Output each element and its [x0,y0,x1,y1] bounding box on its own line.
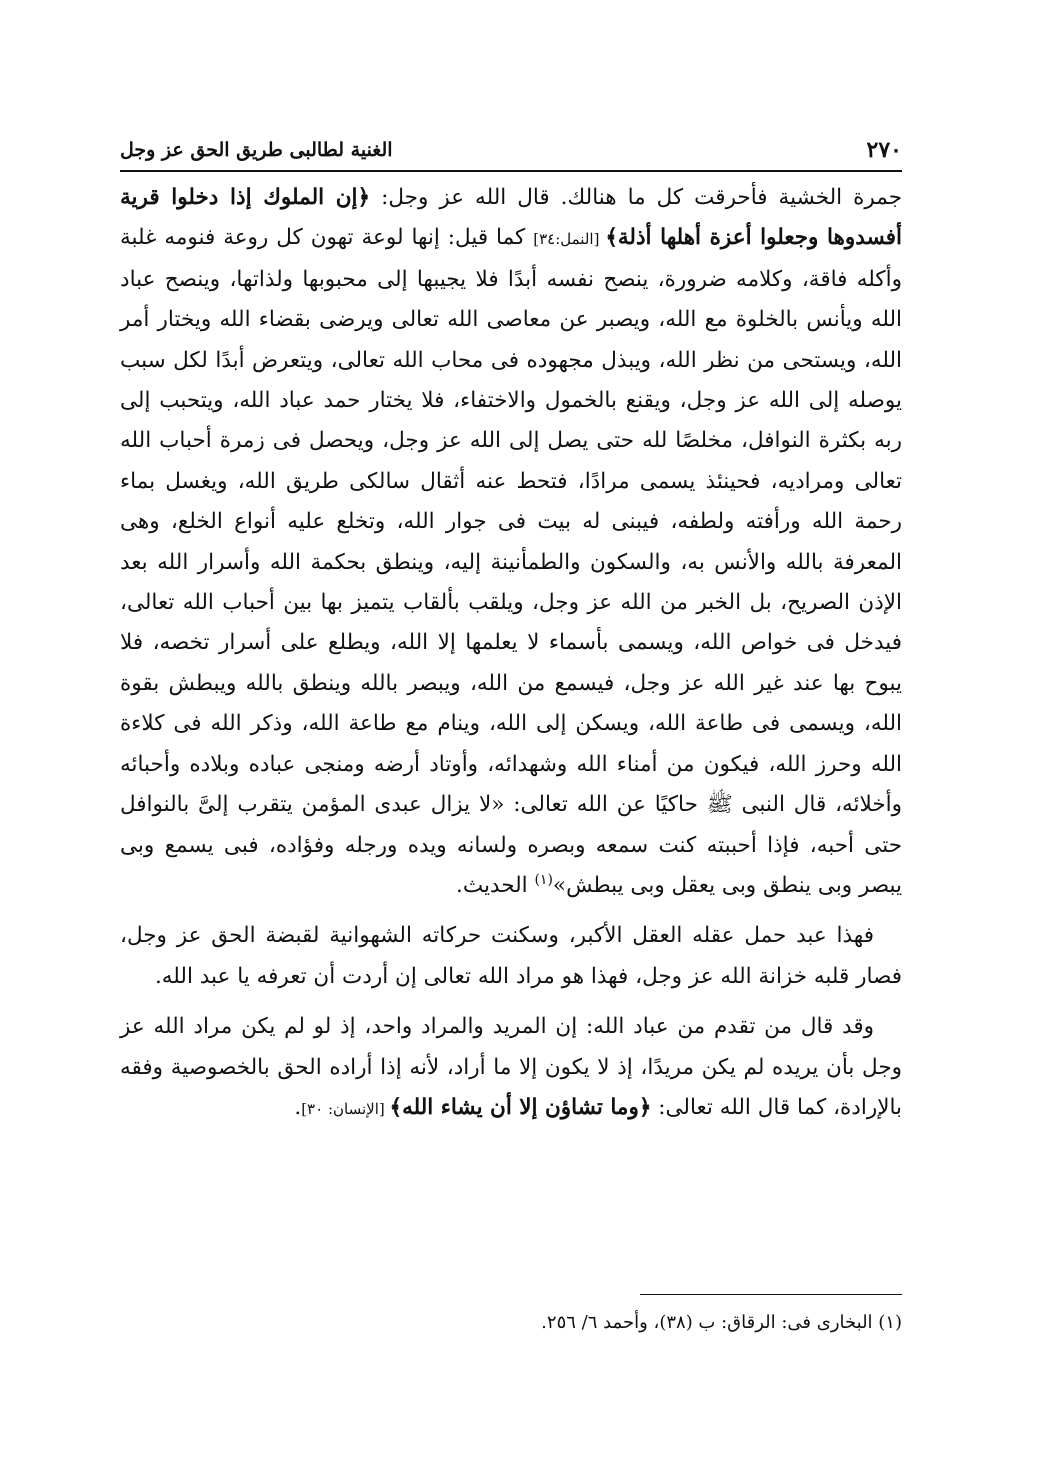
page-number: ٢٧٠ [866,137,902,163]
text-run: الحديث. [456,872,535,898]
header-rule [120,170,902,172]
footnote-marker: (١) [534,871,553,888]
text-run: . [294,1094,302,1120]
footnote: (١) البخارى فى: الرقاق: ب (٣٨)، وأحمد ٦/ ٢٥٦. [541,1312,902,1333]
page-header [120,132,902,168]
quran-verse: ﴿وما تشاؤن إلا أن يشاء الله﴾ [389,1094,652,1120]
verse-reference: [الإنسان: ٣٠] [301,1099,390,1118]
running-title: الغنية لطالبى طريق الحق عز وجل [120,139,393,161]
footnote-rule [640,1294,902,1295]
paragraph-2: فهذا عبد حمل عقله العقل الأكبر، وسكنت حركاته الشهوانية لقبضة الحق عز وجل، فصار قلبه خزانة الله عز وجل، فهذا هو مراد الله تعالى إن أردت أن تعرفه يا عبد الله. [120,923,902,989]
text-run: وقد قال من تقدم من عباد الله: إن المريد والمراد واحد، إذ لو لم يكن مراد الله عز وجل بأن يريده لم يكن مريدًا، إذ لا يكون إلا ما أراد، لأنه إذا أراده الحق بالخصوصية وفقه بالإرادة، كما قال الله تعالى: [120,1014,902,1120]
paragraph-3 [120,1007,902,1129]
main-text [120,178,902,1129]
text-run: جمرة الخشية فأحرقت كل ما هنالك. قال الله عز وجل: [370,185,903,210]
text-run: كما قيل: إنها لوعة تهون كل روعة فنومه غلبة وأكله فاقة، وكلامه ضرورة، ينصح نفسه أبدًا فلا يجيبها إلى محبوبها ولذاتها، وينصح عباد الله ويأنس بالخلوة مع الله، ويصبر عن معاصى الله تعالى ويرضى بقضاء الله ويختار أمر الله، ويستحى من نظر الله، ويبذل مجهوده فى محاب الله تعالى، ويتعرض أبدًا لكل سبب يوصله إلى الله عز وجل، ويقنع بالخمول والاختفاء، فلا يختار حمد عباد الله، ويتحبب إلى ربه بكثرة النوافل، مخلصًا لله حتى يصل إلى الله عز وجل، ويحصل فى زمرة أحباب الله تعالى ومراديه، فحينئذ يسمى مرادًا، فتحط عنه أثقال سالكى طريق الله، ويغسل بماء رحمة الله ورأفته ولطفه، فيبنى له بيت فى جوار الله، وتخلع عليه أنواع الخلع، وهى المعرفة بالله والأنس به، والسكون والطمأنينة إليه، وينطق بحكمة الله وأسرار الله بعد الإذن الصريح، بل الخبر من الله عز وجل، ويلقب بألقاب يتميز بها بين أحباب الله تعالى، فيدخل فى خواص الله، ويسمى بأسماء لا يعلمها إلا الله، ويطلع على أسرار تخصه، فلا يبوح بها عند غير الله عز وجل، فيسمع من الله، ويبصر بالله وينطق بالله ويبطش بقوة الله، ويسمى فى طاعة الله، ويسكن إلى الله، وينام مع طاعة الله، وذكر الله فى كلاءة الله وحرز الله، فيكون من أمناء الله وشهدائه، وأوتاد أرضه ومنجى عباده وبلاده وأحبائه وأخلائه، قال النبى ﷺ حاكيًا عن الله تعالى: «لا يزال عبدى المؤمن يتقرب إلىَّ بالنوافل حتى أحبه، فإذا أحببته كنت سمعه وبصره ولسانه ويده ورجله وفؤاده، فبى يسمع وبى يبصر وبى ينطق وبى يعقل وبى يبطش» [120,225,902,898]
quran-verse: ﴿إن الملوك إذا دخلوا قرية أفسدوها وجعلوا أعزة أهلها أذلة﴾ [120,185,902,251]
paragraph-1 [120,178,902,906]
verse-reference: [النمل:٣٤] [533,230,606,249]
